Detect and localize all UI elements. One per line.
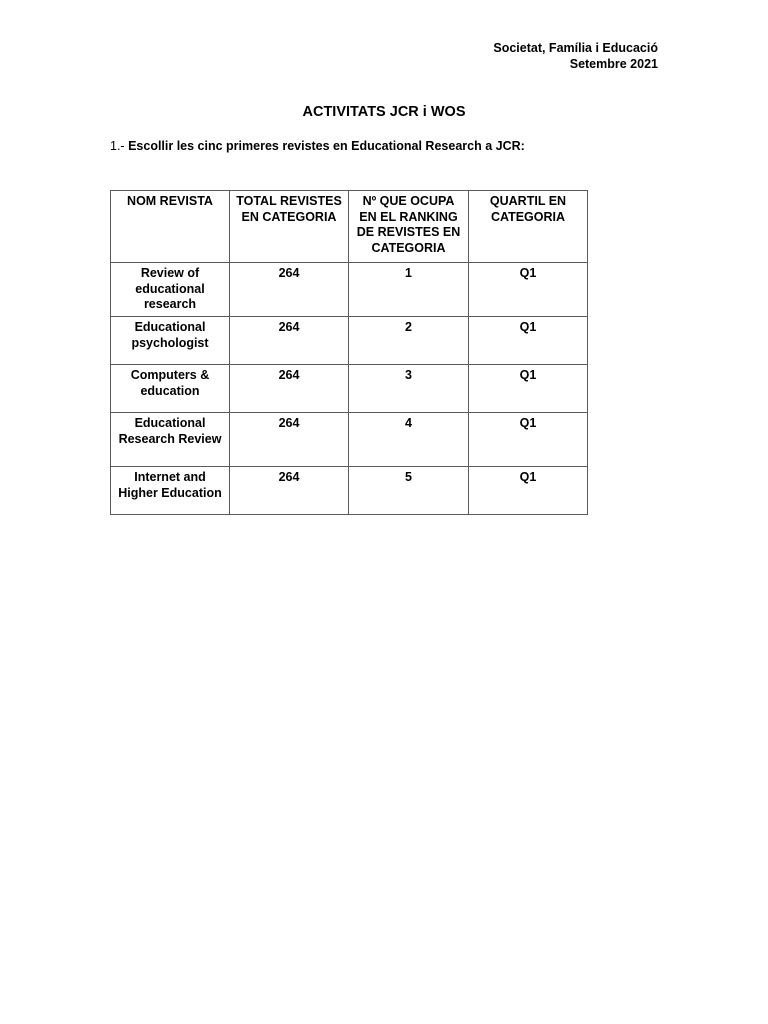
task-text: Escollir les cinc primeres revistes en Educational Research a JCR: — [128, 139, 525, 153]
column-header-total-journals: TOTAL REVISTES EN CATEGORIA — [230, 191, 349, 263]
ranking-cell: 5 — [349, 467, 469, 515]
course-name: Societat, Família i Educació — [493, 41, 658, 55]
total-journals-cell: 264 — [230, 413, 349, 467]
journal-name-cell: Educational Research Review — [111, 413, 230, 467]
table-row — [111, 365, 588, 413]
quartile-cell: Q1 — [469, 317, 588, 365]
journal-name-cell: Internet and Higher Education — [111, 467, 230, 515]
page-title: ACTIVITATS JCR i WOS — [302, 104, 466, 120]
quartile-cell: Q1 — [469, 263, 588, 317]
task-instruction — [110, 139, 525, 153]
column-header-quartile: QUARTIL EN CATEGORIA — [469, 191, 588, 263]
total-journals-cell: 264 — [230, 263, 349, 317]
journal-name-cell: Review of educational research — [111, 263, 230, 317]
journals-table — [110, 190, 588, 515]
total-journals-cell: 264 — [230, 317, 349, 365]
table-row — [111, 317, 588, 365]
column-header-ranking-position: Nº QUE OCUPA EN EL RANKING DE REVISTES EN CATEGORIA — [349, 191, 469, 263]
total-journals-cell: 264 — [230, 467, 349, 515]
total-journals-cell: 264 — [230, 365, 349, 413]
ranking-cell: 2 — [349, 317, 469, 365]
table-row — [111, 263, 588, 317]
document-date: Setembre 2021 — [569, 57, 658, 71]
quartile-cell: Q1 — [469, 413, 588, 467]
quartile-cell: Q1 — [469, 365, 588, 413]
journal-name-cell: Educational psychologist — [111, 317, 230, 365]
ranking-cell: 4 — [349, 413, 469, 467]
ranking-cell: 3 — [349, 365, 469, 413]
document-header — [493, 40, 658, 72]
ranking-cell: 1 — [349, 263, 469, 317]
quartile-cell: Q1 — [469, 467, 588, 515]
table-row — [111, 413, 588, 467]
column-header-journal-name: NOM REVISTA — [111, 191, 230, 263]
task-number: 1.- — [110, 139, 125, 153]
journal-name-cell: Computers & education — [111, 365, 230, 413]
table-header-row — [111, 191, 588, 263]
table-row — [111, 467, 588, 515]
